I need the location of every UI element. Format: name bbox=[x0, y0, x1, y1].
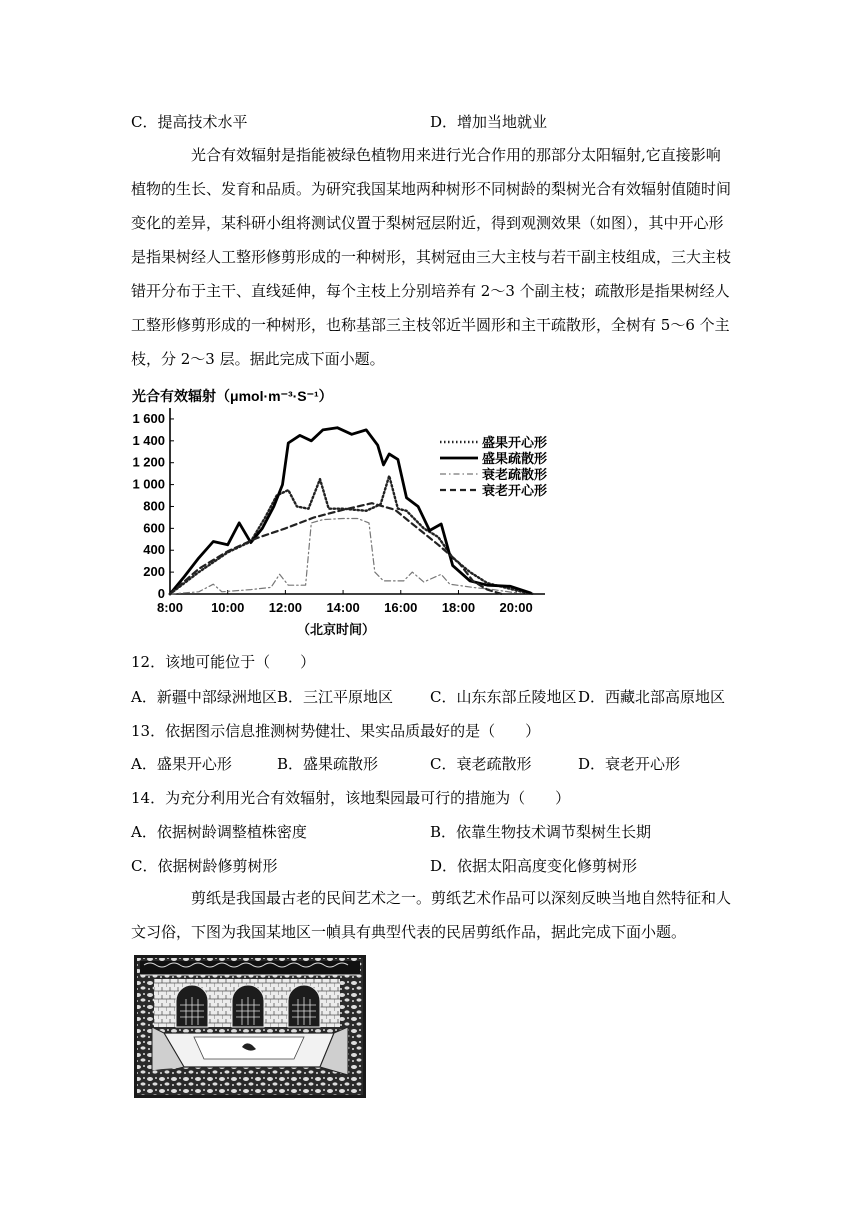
legend-label: 衰老疏散形 bbox=[482, 467, 548, 482]
q14-option-d: D．依据太阳高度变化修剪树形 bbox=[430, 857, 638, 875]
passage-line: 是指果树经人工整形修剪形成的一种树形，其树冠由三大主枝与若干副主枝组成，三大主枝 bbox=[131, 248, 732, 266]
y-tick-label: 600 bbox=[143, 520, 165, 536]
q13-option-a: A．盛果开心形 bbox=[131, 755, 232, 773]
x-tick-label: 14:00 bbox=[326, 600, 360, 615]
q12-option-d: D．西藏北部高原地区 bbox=[578, 688, 726, 706]
x-tick-label: 8:00 bbox=[156, 600, 184, 615]
q12-option-b: B．三江平原地区 bbox=[277, 688, 394, 706]
passage-line: 错开分布于主干、直线延伸，每个主枝上分别培养有 2～3 个副主枝；疏散形是指果树经人 bbox=[131, 282, 730, 300]
series-line-1 bbox=[170, 476, 534, 594]
legend-label: 衰老开心形 bbox=[482, 483, 548, 498]
y-tick-label: 800 bbox=[143, 498, 165, 514]
series-line-4 bbox=[170, 503, 502, 594]
y-tick-label: 0 bbox=[157, 586, 165, 601]
passage-line: 文习俗，下图为我国某地区一幀具有典型代表的民居剪纸作品，据此完成下面小题。 bbox=[131, 923, 687, 941]
passage-line: 变化的差异，某科研小组将测试仪置于梨树冠层附近，得到观测效果（如图），其中开心形 bbox=[131, 214, 724, 232]
x-tick-label: 10:00 bbox=[211, 600, 245, 615]
papercut-artwork-image bbox=[134, 955, 366, 1098]
legend-label: 盛果开心形 bbox=[482, 435, 548, 450]
q14-stem: 14．为充分利用光合有效辐射，该地梨园最可行的措施为（ ） bbox=[131, 789, 571, 807]
x-tick-label: 20:00 bbox=[499, 600, 533, 615]
passage-line: 植物的生长、发育和品质。为研究我国某地两种树形不同树龄的梨树光合有效辐射值随时间 bbox=[131, 180, 732, 198]
chart-svg bbox=[130, 382, 560, 644]
q14-option-b: B．依靠生物技术调节梨树生长期 bbox=[430, 823, 652, 841]
q12-stem: 12．该地可能位于（ ） bbox=[131, 653, 316, 671]
q14-option-c: C．依据树龄修剪树形 bbox=[131, 857, 278, 875]
option-d-increase-employment: D．增加当地就业 bbox=[430, 113, 548, 131]
x-tick-label: 18:00 bbox=[441, 600, 476, 615]
q13-option-d: D．衰老开心形 bbox=[578, 755, 681, 773]
y-tick-label: 1 200 bbox=[132, 454, 165, 470]
q13-option-c: C．衰老疏散形 bbox=[430, 755, 532, 773]
x-tick-label: 12:00 bbox=[268, 600, 303, 615]
legend-label: 盛果疏散形 bbox=[482, 451, 548, 466]
y-tick-label: 1 400 bbox=[132, 432, 165, 448]
series-line-2 bbox=[170, 428, 531, 594]
y-tick-label: 400 bbox=[143, 542, 165, 558]
q12-option-a: A．新疆中部绿洲地区 bbox=[131, 688, 277, 706]
passage-papercut bbox=[131, 881, 731, 949]
passage-line: 枝，分 2～3 层。据此完成下面小题。 bbox=[131, 350, 385, 368]
passage-line: 光合有效辐射是指能被绿色植物用来进行光合作用的那部分太阳辐射,它直接影响 bbox=[191, 146, 721, 164]
passage-line: 剪纸是我国最古老的民间艺术之一。剪纸艺术作品可以深刻反映当地自然特征和人 bbox=[191, 889, 732, 907]
passage-par bbox=[131, 138, 731, 376]
x-tick-label: 16:00 bbox=[384, 600, 418, 615]
y-tick-label: 1 000 bbox=[132, 476, 165, 492]
y-tick-label: 1 600 bbox=[132, 410, 165, 426]
option-c-improve-technology: C．提高技术水平 bbox=[131, 113, 248, 131]
q14-option-a: A．依据树龄调整植株密度 bbox=[131, 823, 307, 841]
y-tick-label: 200 bbox=[143, 564, 165, 580]
q13-option-b: B．盛果疏散形 bbox=[277, 755, 379, 773]
q13-stem: 13．依据图示信息推测树势健壮、果实品质最好的是（ ） bbox=[131, 722, 541, 740]
q12-option-c: C．山东东部丘陵地区 bbox=[430, 688, 577, 706]
chart-title: 光合有效辐射（μmol·m⁻³·S⁻¹） bbox=[132, 388, 333, 404]
passage-line: 工整形修剪形成的一种树形，也称基部三主枝邻近半圆形和主干疏散形，全树有 5～6 个主 bbox=[131, 316, 730, 334]
par-line-chart bbox=[130, 382, 560, 644]
x-axis-label: （北京时间） bbox=[296, 622, 376, 637]
